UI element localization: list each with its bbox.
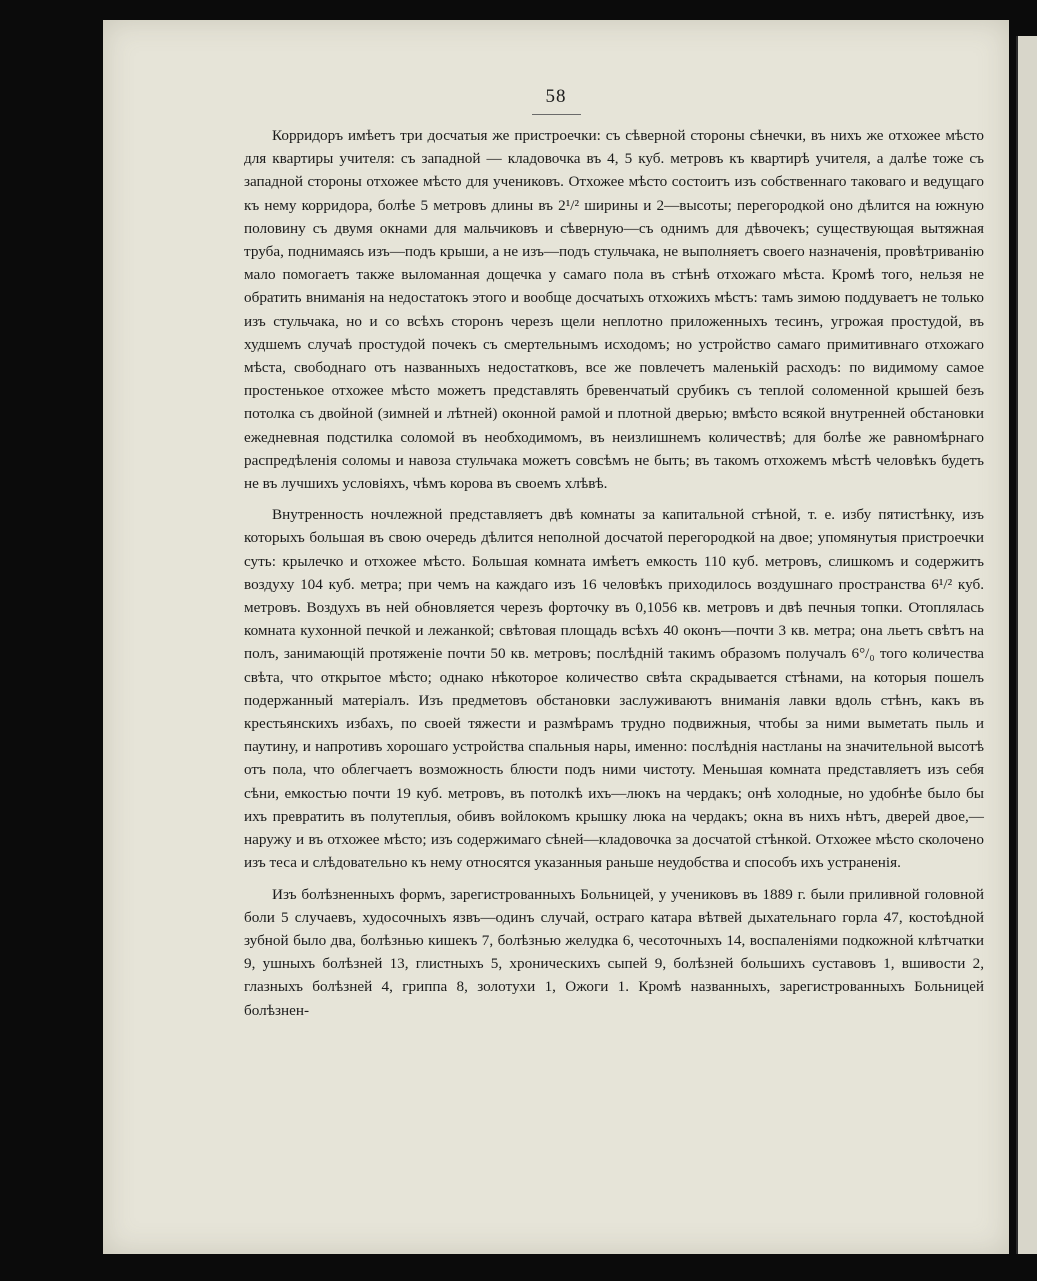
page-header xyxy=(103,86,1009,115)
paragraph-corridor: Корридоръ имѣетъ три досчатыя же пристроечки: съ сѣверной стороны сѣнечки, въ нихъ же отхожее мѣсто для квартиры учителя: съ западной — кладовочка въ 4, 5 куб. метровъ къ квартирѣ учителя, а далѣе тоже съ западной стороны отхожее мѣсто для учениковъ. Отхожее мѣсто состоитъ изъ собственнаго таковаго и ведущаго къ нему корридора, болѣе 5 метровъ длины въ 2¹/² ширины и 2—высоты; перегородкой оно дѣлится на южную половину съ двумя окнами для мальчиковъ и сѣверную—съ однимъ для дѣвочекъ; существующая вытяжная труба, поднимаясь изъ—подъ крыши, а не изъ—подъ стульчака, не выполняетъ своего назначенія, провѣтриванію мало помогаетъ также выломанная дощечка у самаго пола въ стѣнѣ отхожаго мѣста. Кромѣ того, нельзя не обратить вниманія на недостатокъ этого и вообще досчатыхъ отхожихъ мѣстъ: тамъ зимою поддуваетъ не только изъ стульчака, но и со всѣхъ сторонъ черезъ щели неплотно приложенныхъ тесинъ, угрожая простудой, въ худшемъ случаѣ простудой почекъ съ смертельнымъ исходомъ; но устройство самаго примитивнаго отхожаго мѣста, свободнаго отъ названныхъ недостатковъ, все же повлечетъ маленькій расходъ: по видимому самое простенькое отхожее мѣсто можетъ представлять бревенчатый срубикъ съ теплой соломенной крышей безъ потолка съ двойной (зимней и лѣтней) оконной рамой и плотной дверью; вмѣсто всякой внутренней обстановки ежедневная подстилка соломой въ необходимомъ, въ неизлишнемъ количествѣ; для болѣе же равномѣрнаго распредѣленія соломы и навоза стульчака можетъ совсѣмъ не быть; въ такомъ отхожемъ мѣстѣ человѣкъ будетъ не въ лучшихъ условіяхъ, чѣмъ корова въ своемъ хлѣвѣ. xyxy=(244,127,984,493)
adjacent-page-edge xyxy=(1016,36,1037,1254)
book-page xyxy=(103,20,1009,1254)
paragraph-diseases: Изъ болѣзненныхъ формъ, зарегистрованныхъ Больницей, у учениковъ въ 1889 г. были приливной головной боли 5 случаевъ, худосочныхъ язвъ—одинъ случай, остраго катара вѣтвей дыхательнаго горла 47, костоѣдной зубной было два, болѣзнью кишекъ 7, болѣзнью желудка 6, чесоточныхъ 14, воспаленіями подкожной клѣтчатки 9, ушныхъ болѣзней 13, глистныхъ 5, хроническихъ сыпей 9, болѣзней большихъ суставовъ 1, вшивости 2, глазныхъ болѣзней 4, гриппа 8, золотухи 1, Ожоги 1. Кромѣ названныхъ, зарегистрованныхъ Больницей болѣзнен- xyxy=(244,885,984,1019)
page-number: 58 xyxy=(532,86,581,115)
page-body xyxy=(244,124,984,1030)
paragraph-interior: Внутренность ночлежной представляетъ двѣ комнаты за капитальной стѣной, т. е. избу пятистѣнку, изъ которыхъ большая въ свою очередь дѣлится неполной досчатой перегородкой на двое; упомянутыя пристроечки суть: крылечко и отхожее мѣсто. Большая комната имѣетъ емкость 110 куб. метровъ, слишкомъ и содержитъ воздуху 104 куб. метра; при чемъ на каждаго изъ 16 человѣкъ приходилось воздушнаго пространства 6¹/² куб. метровъ. Воздухъ въ ней обновляется черезъ форточку въ 0,1056 кв. метровъ и двѣ печныя топки. Отоплялась комната кухонной печкой и лежанкой; свѣтовая площадь всѣхъ 40 оконъ—почти 3 кв. метра; она льетъ свѣтъ на полъ, занимающій протяженіе почти 50 кв. метровъ; послѣдній такимъ образомъ получалъ 6°/₀ того количества свѣта, что открытое мѣсто; однако нѣкоторое количество свѣта скрадывается стѣнами, на которыя пошелъ подержанный матеріалъ. Изъ предметовъ обстановки заслуживаютъ вниманія лавки вдоль стѣнъ, какъ въ крестьянскихъ избахъ, по своей тяжести и размѣрамъ трудно подвижныя, чтобы за ними выметать пыль и паутину, и напротивъ хорошаго устройства спальныя нары, именно: послѣднія настланы на значительной высотѣ отъ пола, что облегчаетъ возможность блюсти подъ ними чистоту. Меньшая комната представляетъ изъ себя сѣни, емкостью почти 19 куб. метровъ, въ потолкѣ ихъ—люкъ на чердакъ; онѣ холодные, но удобнѣе было бы ихъ превратить въ полутеплыя, обивъ войлокомъ крышку люка на чердакъ; окна въ нихъ нѣтъ, дверей двое,—наружу и въ отхожее мѣсто; изъ содержимаго сѣней—кладовочка за досчатой стѣнкой. Отхожее мѣсто сколочено изъ теса и слѣдовательно къ нему относятся указанныя раньше неудобства и способъ ихъ устраненія. xyxy=(244,506,984,872)
